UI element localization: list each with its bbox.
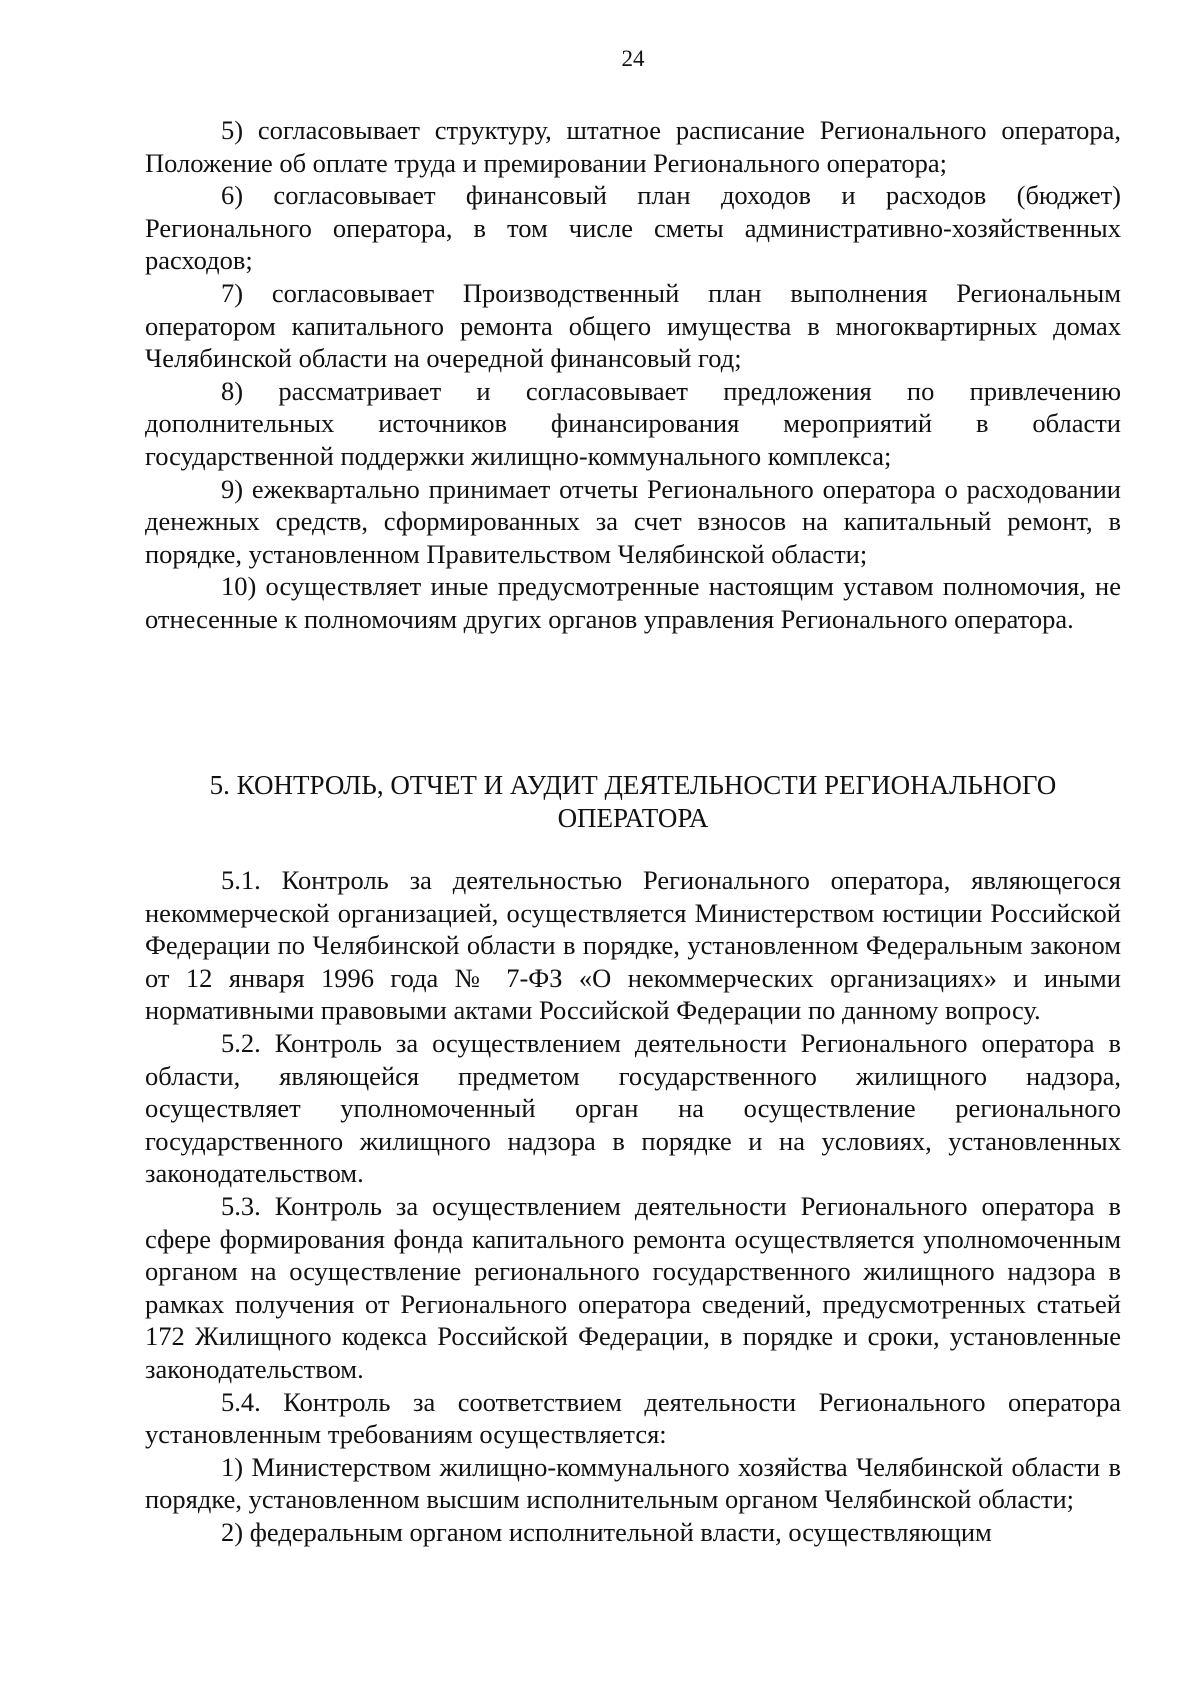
section-body <box>145 864 1121 1548</box>
list-item: 8) рассматривает и согласовывает предложения по привлечению дополнительных источников финансирования мероприятий в области государственной поддержки жилищно-коммунального комплекса; <box>145 375 1121 471</box>
section-paragraph: 5.4. Контроль за соответствием деятельности Регионального оператора установленным требованиям осуществляется: <box>145 1386 1121 1450</box>
section-paragraph: 5.3. Контроль за осуществлением деятельности Регионального оператора в сфере формирования фонда капитального ремонта осуществляется уполномоченным органом на осуществление регионального государственного жилищного надзора в рамках получения от Регионального оператора сведений, предусмотренных статьей 172 Жилищного кодекса Российской Федерации, в порядке и сроки, установленные законодательством. <box>145 1190 1121 1384</box>
section-paragraph: 2) федеральным органом исполнительной власти, осуществляющим <box>221 1516 992 1547</box>
list-item: 7) согласовывает Производственный план выполнения Региональным оператором капитального ремонта общего имущества в многоквартирных домах Челябинской области на очередной финансовый год; <box>145 277 1121 374</box>
list-item: 5) согласовывает структуру, штатное расписание Регионального оператора, Положение об оплате труда и премировании Регионального оператора; <box>145 115 1121 178</box>
powers-list <box>145 114 1121 636</box>
list-item: 9) ежеквартально принимает отчеты Регионального оператора о расходовании денежных средств, сформированных за счет взносов на капитальный ремонт, в порядке, установленном Правительством Челябинской области; <box>145 473 1121 569</box>
section-paragraph: 5.2. Контроль за осуществлением деятельности Регионального оператора в области, являющейся предметом государственного жилищного надзора, осуществляет уполномоченный орган на осуществление регионального государственного жилищного надзора в порядке и на условиях, установленных законодательством. <box>145 1027 1121 1189</box>
page-number: 24 <box>621 46 645 71</box>
list-item: 6) согласовывает финансовый план доходов и расходов (бюджет) Регионального оператора, в том числе сметы административно-хозяйственных расходов; <box>145 180 1121 276</box>
section-heading <box>145 769 1121 835</box>
section-heading-line-1: 5. КОНТРОЛЬ, ОТЧЕТ И АУДИТ ДЕЯТЕЛЬНОСТИ РЕГИОНАЛЬНОГО <box>209 770 1057 800</box>
section-paragraph: 1) Министерством жилищно-коммунального хозяйства Челябинской области в порядке, установленном высшим исполнительным органом Челябинской области; <box>145 1451 1121 1515</box>
section-heading-line-2: ОПЕРАТОРА <box>557 803 709 833</box>
section-paragraph: 5.1. Контроль за деятельностью Регионального оператора, являющегося некоммерческой организацией, осуществляется Министерством юстиции Российской Федерации по Челябинской области в порядке, установленном Федеральным законом от 12 января 1996 года № 7-ФЗ «О некоммерческих организациях» и иными нормативными правовыми актами Российской Федерации по данному вопросу. <box>145 865 1121 1026</box>
list-item: 10) осуществляет иные предусмотренные настоящим уставом полномочия, не отнесенные к полномочиям других органов управления Регионального оператора. <box>145 571 1121 634</box>
